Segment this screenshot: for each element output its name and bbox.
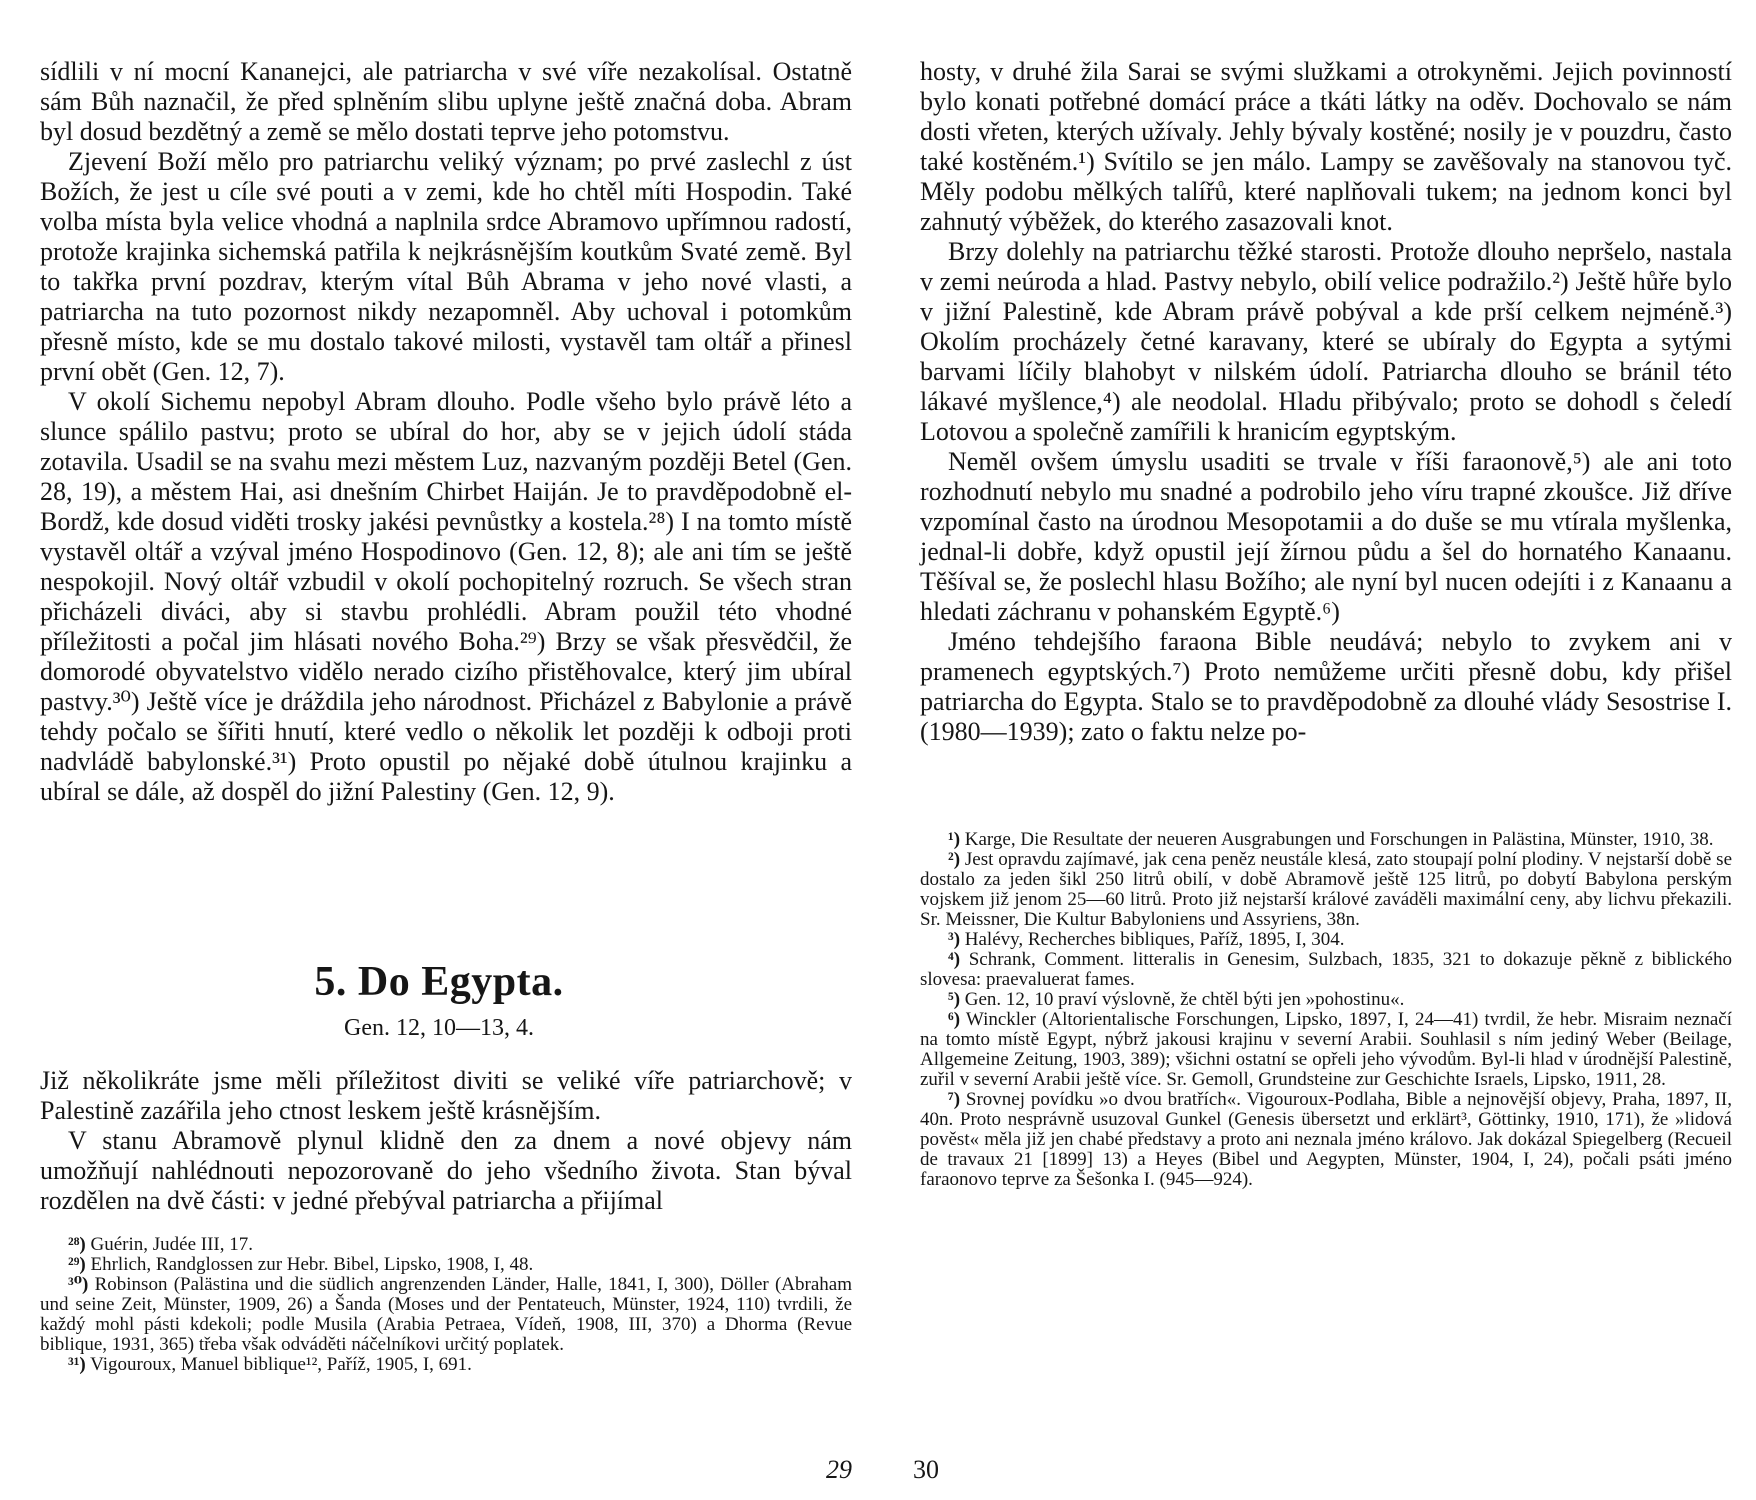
chapter-heading: 5. Do Egypta. — [314, 959, 564, 1005]
footnote-mark: ⁴) — [948, 949, 961, 970]
right-paragraph-2: Brzy dolehly na patriarchu těžké starosti. Protože dlouho nepršelo, nastala v zemi neúroda a hlad. Pastvy nebylo, obilí velice podražilo.²) Ještě hůře bylo v jižní Palestině, kde Abram právě pobýval a kde prší celkem nejméně.³) Okolím procházely četné karavany, které se ubíraly do Egypta a sytými barvami líčily blahobyt v nilském údolí. Patriarcha dlouho se bránil této lákavé myšlence,⁴) ale neodolal. Hladu přibývalo; proto se dohodl s čeledí Lotovou a společně zamířili k hranicím egyptským. — [920, 237, 1732, 446]
footnote-mark: ⁷) — [948, 1089, 961, 1110]
left-footnotes — [40, 1235, 852, 1375]
page-number-right: 30 — [913, 1455, 939, 1484]
page-number-left: 29 — [826, 1455, 852, 1484]
right-body-text — [920, 57, 1732, 747]
footnote-mark: ³⁰) — [68, 1274, 89, 1295]
footnote-mark: ⁶) — [948, 1009, 961, 1030]
footnote — [920, 950, 1732, 990]
footnote-text: Gen. 12, 10 praví výslovně, že chtěl býti jen »pohostinu«. — [964, 989, 1405, 1010]
right-paragraph-4: Jméno tehdejšího faraona Bible neudává; nebylo to zvykem ani v pramenech egyptských.⁷) Proto nemůžeme určiti přesně dobu, kdy přišel patriarcha do Egypta. Stalo se to pravděpodobně za dlouhé vlády Sesostrise I. (1980—1939); zato o faktu nelze po- — [920, 627, 1732, 746]
right-paragraph-1: hosty, v druhé žila Sarai se svými služkami a otrokyněmi. Jejich povinností bylo konati potřebné domácí práce a tkáti látky na oděv. Dochovalo se nám dosti vřeten, kterých užívaly. Jehly bývaly kostěné; nosily je v pouzdru, často také kostěném.¹) Svítilo se jen málo. Lampy se zavěšovaly na stanovou tyč. Měly podobu mělkých talířů, které naplňovali tukem; na jednom konci byl zahnutý výběžek, do kterého zasazovali knot. — [920, 57, 1732, 236]
footnote-text: Halévy, Recherches bibliques, Paříž, 1895, I, 304. — [964, 929, 1345, 950]
footnote — [920, 930, 1732, 950]
footnote — [920, 830, 1732, 850]
left-paragraph-4: Již několikráte jsme měli příležitost diviti se veliké víře patriarchově; v Palestině zazářila jeho ctnost leskem ještě krásnějším. — [40, 1066, 852, 1125]
left-paragraph-3: V okolí Sichemu nepobyl Abram dlouho. Podle všeho bylo právě léto a slunce spálilo pastvu; proto se ubíral do hor, aby se v jejich údolí stáda zotavila. Usadil se na svahu mezi městem Luz, nazvaným později Betel (Gen. 28, 19), a městem Hai, asi dnešním Chirbet Haiján. Je to pravděpodobně el-Bordž, kde dosud viděti trosky jakési pevnůstky a kostela.²⁸) I na tomto místě vystavěl oltář a vzýval jméno Hospodinovo (Gen. 12, 8); ale ani tím se ještě nespokojil. Nový oltář vzbudil v okolí pochopitelný rozruch. Se všech stran přicházeli diváci, aby si stavbu prohlédli. Abram použil této vhodné příležitosti a počal jim hlásati nového Boha.²⁹) Brzy se však přesvědčil, že domorodé obyvatelstvo vidělo nerado cizího přistěhovalce, který jim ubíral pastvy.³⁰) Ještě více je dráždila jeho národnost. Přicházel z Babylonie a právě tehdy počalo se šířiti hnutí, které vedlo o několik let později k odboji proti nadvládě babylonské.³¹) Proto opustil po nějaké době útulnou krajinku a ubíral se dále, až dospěl do jižní Palestiny (Gen. 12, 9). — [40, 387, 852, 806]
footnote-mark: ³) — [948, 929, 961, 950]
footnote-text: Ehrlich, Randglossen zur Hebr. Bibel, Lipsko, 1908, I, 48. — [90, 1254, 534, 1275]
chapter-subheading: Gen. 12, 10—13, 4. — [344, 1015, 534, 1041]
footnote-mark: ³¹) — [68, 1354, 86, 1375]
footnote-mark: ²⁹) — [68, 1254, 86, 1275]
footnote-text: Vigouroux, Manuel biblique¹², Paříž, 1905, I, 691. — [90, 1354, 472, 1375]
right-paragraph-3: Neměl ovšem úmyslu usaditi se trvale v říši faraonově,⁵) ale ani toto rozhodnutí nebylo mu snadné a podrobilo jeho víru trapné zkoušce. Již dříve vzpomínal často na úrodnou Mesopotamii a do duše se mu vtírala myšlenka, jednal-li dobře, když opustil její žírnou půdu a šel do hornatého Kanaanu. Těšíval se, že poslechl hlasu Božího; ale nyní byl nucen odejíti i z Kanaanu a hledati záchranu v pohanském Egyptě.⁶) — [920, 447, 1732, 626]
footnote — [40, 1255, 852, 1275]
right-page — [878, 0, 1756, 1500]
left-body-text-after-heading — [40, 1066, 852, 1216]
footnote-text: Winckler (Altorientalische Forschungen, Lipsko, 1897, I, 24—41) tvrdil, že hebr. Misraim neznačí na tomto místě Egypt, nýbrž jakousi krajinu v severní Arabii. Souhlasil s ním jediný Weber (Beilage, Allgemeine Zeitung, 1903, 389); všichni ostatní se opřeli jeho vývodům. Byl-li hlad v úrodnější Palestině, zuřil v severní Arabii ještě více. Sr. Gemoll, Grundsteine zur Geschichte Israels, Lipsko, 1911, 28. — [920, 1009, 1732, 1090]
footnote-text: Schrank, Comment. litteralis in Genesim, Sulzbach, 1835, 321 to dokazuje pěkně z biblického slovesa: praevaluerat fames. — [920, 949, 1732, 990]
footnote-mark: ⁵) — [948, 989, 961, 1010]
footnote-text: Jest opravdu zajímavé, jak cena peněz neustále klesá, zato stoupají polní plodiny. V nejstarší době se dostalo za jeden šikl 250 litrů obilí, v době Abramově ještě 125 litrů, po dobytí Babylona perským vojskem již jenom 25—60 litrů. Proto již nejstarší králové zaváděli maximální ceny, aby lichvu překazili. Sr. Meissner, Die Kultur Babyloniens und Assyriens, 38n. — [920, 849, 1732, 930]
left-paragraph-1: sídlili v ní mocní Kananejci, ale patriarcha v své víře nezakolísal. Ostatně sám Bůh naznačil, že před splněním slibu uplyne ještě značná doba. Abram byl dosud bezdětný a země se mělo dostati teprve jeho potomstvu. — [40, 57, 852, 146]
left-body-text — [40, 57, 852, 807]
footnote — [40, 1355, 852, 1375]
right-footnotes — [920, 830, 1732, 1190]
footnote — [40, 1235, 852, 1255]
footnote-text: Karge, Die Resultate der neueren Ausgrabungen und Forschungen in Palästina, Münster, 1910, 38. — [964, 829, 1714, 850]
footnote-text: Guérin, Judée III, 17. — [90, 1234, 253, 1255]
footnote-text: Robinson (Palästina und die südlich angrenzenden Länder, Halle, 1841, I, 300), Döller (Abraham und seine Zeit, Münster, 1909, 26) a Šanda (Moses und der Pentateuch, Münster, 1924, 110) tvrdili, že každý mohl pásti kdekoli; podle Musila (Arabia Petraea, Vídeň, 1908, III, 370) a Dhorma (Revue biblique, 1931, 365) třeba však odváděti náčelníkovi určitý poplatek. — [40, 1274, 853, 1355]
footnote — [920, 850, 1732, 930]
footnote — [920, 990, 1732, 1010]
footnote-mark: ¹) — [948, 829, 961, 850]
left-paragraph-5: V stanu Abramově plynul klidně den za dnem a nové objevy nám umožňují nahlédnouti nepozorovaně do jeho všedního života. Stan býval rozdělen na dvě části: v jedné přebýval patriarcha a přijímal — [40, 1126, 852, 1215]
footnote — [920, 1090, 1732, 1190]
footnote — [920, 1010, 1732, 1090]
footnote-text: Srovnej povídku »o dvou bratřích«. Vigouroux-Podlaha, Bible a nejnovější objevy, Praha, 1897, II, 40n. Proto nesprávně usuzoval Gunkel (Genesis übersetzt und erklärt³, Göttinky, 1910, 171), že »lidová pověst« měla již jen chabé představy a proto ani neznala jméno královo. Jak dokázal Spiegelberg (Recueil de travaux 21 [1899] 13) a Heyes (Bibel und Aegypten, Münster, 1904, I, 24), počali psáti jméno faraonovo teprve za Šešonka I. (945—924). — [920, 1089, 1733, 1190]
footnote-mark: ²) — [948, 849, 961, 870]
footnote — [40, 1275, 852, 1355]
footnote-mark: ²⁸) — [68, 1234, 86, 1255]
left-paragraph-2: Zjevení Boží mělo pro patriarchu veliký význam; po prvé zaslechl z úst Božích, že jest u cíle své pouti a v zemi, kde ho chtěl míti Hospodin. Také volba místa byla velice vhodná a naplnila srdce Abramovo upřímnou radostí, protože krajinka sichemská patřila k nejkrásnějším koutkům Svaté země. Byl to takřka první pozdrav, kterým vítal Bůh Abrama v jeho nové vlasti, a patriarcha na tuto pozornost nikdy nezapomněl. Aby uchoval i potomkům přesně místo, kde se mu dostalo takové milosti, vystavěl tam oltář a přinesl první obět (Gen. 12, 7). — [40, 147, 852, 386]
